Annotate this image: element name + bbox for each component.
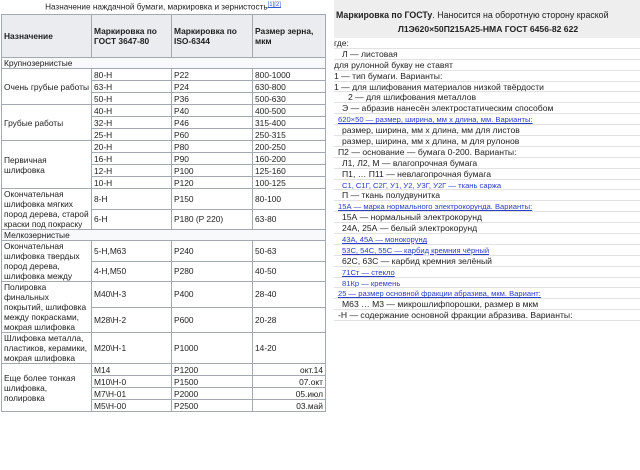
marking-line	[334, 158, 640, 169]
grain-size-cell: 28-40	[253, 282, 326, 308]
marking-line	[334, 299, 640, 310]
grain-size-cell: 100-125	[253, 177, 326, 189]
marking-line	[334, 190, 640, 201]
grain-size-cell: 160-200	[253, 153, 326, 165]
section-row	[2, 230, 326, 241]
gost-cell: 4-Н,М50	[92, 261, 172, 282]
gost-cell: 6-Н	[92, 209, 172, 230]
marking-line	[334, 147, 640, 158]
marking-link[interactable]: 620×50 — размер, ширина, мм х длина, мм. Варианты:	[338, 115, 533, 125]
iso-cell: P1500	[172, 376, 253, 388]
table-row	[2, 141, 326, 153]
marking-line[interactable]	[334, 245, 640, 256]
gost-cell: 10-Н	[92, 177, 172, 189]
marking-line	[334, 136, 640, 147]
iso-cell: P1200	[172, 364, 253, 376]
marking-text: 24А, 25А — белый электрокорунд	[342, 223, 478, 234]
marking-text: Л1, Л2, М — влагопрочная бумага	[342, 157, 478, 168]
marking-line	[334, 38, 640, 49]
grain-size-cell: 14-20	[253, 333, 326, 364]
caption-text: Назначение наждачной бумаги, маркировка и зернистость	[45, 2, 268, 12]
header-iso[interactable]: Маркировка по ISO-6344	[172, 15, 253, 58]
header-purpose[interactable]: Назначение	[2, 15, 92, 58]
grain-size-cell: 40-50	[253, 261, 326, 282]
marking-line	[334, 60, 640, 71]
gost-cell: М28\Н-2	[92, 307, 172, 333]
marking-line[interactable]	[334, 180, 640, 191]
table-row	[2, 241, 326, 262]
table-row	[2, 282, 326, 308]
marking-link[interactable]: 15А — марка нормального электрокорунда. Варианты:	[338, 202, 533, 212]
table-row	[2, 333, 326, 364]
gost-cell: 80-Н	[92, 69, 172, 81]
marking-line	[334, 256, 640, 267]
marking-text: где:	[334, 38, 349, 48]
gost-cell: 32-Н	[92, 117, 172, 129]
purpose-cell: Очень грубые работы	[2, 69, 92, 105]
purpose-cell: Окончательная шлифовка твердых пород дерева, шлифовка между	[2, 241, 92, 282]
marking-text: 2 — для шлифования металлов	[348, 92, 477, 103]
marking-text: 62С, 63С — карбид кремния зелёный	[342, 255, 492, 266]
gost-cell: М14	[92, 364, 172, 376]
grain-size-cell: 125-160	[253, 165, 326, 177]
purpose-cell: Шлифовка металла, пластиков, керамики, мокрая шлифовка	[2, 333, 92, 364]
grain-size-cell: 03.май	[253, 400, 326, 412]
caption-refs[interactable]: [1][2]	[267, 2, 281, 8]
grain-size-cell: 07.окт	[253, 376, 326, 388]
marking-line[interactable]	[334, 288, 640, 299]
purpose-cell: Еще более тонкая шлифовка, полировка	[2, 364, 92, 412]
marking-title: Маркировка по ГОСТу	[336, 10, 433, 20]
marking-text: Л — листовая	[342, 48, 398, 59]
marking-text: 1 — тип бумаги. Варианты:	[334, 70, 443, 81]
grain-size-cell: 315-400	[253, 117, 326, 129]
grain-size-cell: 50-63	[253, 241, 326, 262]
marking-subtitle: . Наносится на оборотную сторону краской	[432, 10, 609, 20]
marking-lines	[334, 38, 640, 321]
section-row	[2, 58, 326, 69]
header-gost[interactable]: Маркировка по ГОСТ 3647-80	[92, 15, 172, 58]
marking-text: размер, ширина, мм х длина, м для рулонов	[342, 136, 520, 147]
iso-cell: P1000	[172, 333, 253, 364]
marking-line	[334, 169, 640, 180]
iso-cell: P40	[172, 105, 253, 117]
gost-cell: М10\Н-0	[92, 376, 172, 388]
marking-code: Л1Э620×50П215А25-НМА ГОСТ 6456-82 622	[397, 24, 579, 34]
marking-text: П1, … П11 — невлагопрочная бумага	[342, 168, 492, 179]
purpose-cell: Полировка финальных покрытий, шлифовка между покрасками, мокрая шлифовка	[2, 282, 92, 333]
marking-text: 15А — нормальный электрокорунд	[342, 212, 482, 223]
marking-link[interactable]: С1, С1Г, С2Г, У1, У2, У3Г, У2Г — ткань саржа	[342, 180, 502, 190]
marking-link[interactable]: 81Кр — кремень	[342, 278, 401, 288]
table-row	[2, 105, 326, 117]
grain-size-cell: 400-500	[253, 105, 326, 117]
iso-cell: P280	[172, 261, 253, 282]
gost-cell: 40-Н	[92, 105, 172, 117]
marking-line	[334, 103, 640, 114]
iso-cell: P2000	[172, 388, 253, 400]
iso-cell: P150	[172, 189, 253, 210]
gost-cell: 20-Н	[92, 141, 172, 153]
iso-cell: P80	[172, 141, 253, 153]
marking-panel	[334, 0, 640, 470]
iso-cell: P600	[172, 307, 253, 333]
marking-text: М63 … М3 — микрошлифпорошки, размер в мкм	[342, 299, 539, 310]
marking-link[interactable]: 53С, 54С, 55С — карбид кремния чёрный	[342, 245, 490, 255]
iso-cell: P22	[172, 69, 253, 81]
marking-line	[334, 223, 640, 234]
iso-cell: P120	[172, 177, 253, 189]
grain-size-cell: 63-80	[253, 209, 326, 230]
table-caption	[0, 0, 326, 14]
iso-cell: P100	[172, 165, 253, 177]
table-row	[2, 189, 326, 210]
purpose-cell: Грубые работы	[2, 105, 92, 141]
marking-line	[334, 310, 640, 321]
table-row	[2, 364, 326, 376]
grain-size-cell: 800-1000	[253, 69, 326, 81]
marking-link[interactable]: 25 — размер основной фракции абразива, мкм. Вариант:	[338, 289, 541, 299]
gost-cell: М7\Н-01	[92, 388, 172, 400]
gost-cell: 12-Н	[92, 165, 172, 177]
grain-size-cell: 630-800	[253, 81, 326, 93]
iso-cell: P2500	[172, 400, 253, 412]
grain-size-cell: 20-28	[253, 307, 326, 333]
marking-line	[334, 125, 640, 136]
grain-size-cell: 250-315	[253, 129, 326, 141]
gost-cell: М5\Н-00	[92, 400, 172, 412]
marking-text: 1 — для шлифования материалов низкой твёрдости	[334, 81, 544, 92]
grain-size-cell: 05.июл	[253, 388, 326, 400]
iso-cell: P90	[172, 153, 253, 165]
marking-line	[334, 92, 640, 103]
grit-table	[1, 14, 326, 412]
marking-text: П2 — основание — бумага 0-200. Варианты:	[338, 146, 517, 157]
marking-line	[334, 49, 640, 60]
marking-line[interactable]	[334, 267, 640, 278]
gost-cell: 8-Н	[92, 189, 172, 210]
table-row	[2, 69, 326, 81]
marking-link[interactable]: 43А, 45А — монокорунд	[342, 235, 428, 245]
marking-line[interactable]	[334, 114, 640, 125]
iso-cell: P24	[172, 81, 253, 93]
gost-cell: 50-Н	[92, 93, 172, 105]
gost-cell: 5-Н,М63	[92, 241, 172, 262]
grain-size-cell: окт.14	[253, 364, 326, 376]
grain-size-cell: 500-630	[253, 93, 326, 105]
iso-cell: P46	[172, 117, 253, 129]
gost-cell: 63-Н	[92, 81, 172, 93]
header-grain-size[interactable]: Размер зерна, мкм	[253, 15, 326, 58]
gost-cell: 25-Н	[92, 129, 172, 141]
iso-cell: P36	[172, 93, 253, 105]
iso-cell: P400	[172, 282, 253, 308]
marking-header	[334, 0, 640, 38]
iso-cell: P240	[172, 241, 253, 262]
marking-line	[334, 71, 640, 82]
iso-cell: P180 (P 220)	[172, 209, 253, 230]
marking-line[interactable]	[334, 234, 640, 245]
purpose-cell: Окончательная шлифовка мягких пород дерева, старой краски под покраску	[2, 189, 92, 230]
marking-text: -Н — содержание основной фракции абразива. Варианты:	[338, 310, 573, 321]
marking-line[interactable]	[334, 201, 640, 212]
grain-size-cell: 200-250	[253, 141, 326, 153]
gost-cell: М20\Н-1	[92, 333, 172, 364]
grain-size-cell: 80-100	[253, 189, 326, 210]
marking-line	[334, 212, 640, 223]
iso-cell: P60	[172, 129, 253, 141]
marking-text: Э — абразив нанесён электростатическим способом	[342, 103, 554, 114]
section-title: Крупнозернистые	[2, 58, 326, 69]
marking-link[interactable]: 71Ст — стекло	[342, 267, 395, 277]
marking-text: для рулонной букву не ставят	[334, 59, 453, 70]
marking-line[interactable]	[334, 278, 640, 289]
section-title: Мелкозернистые	[2, 230, 326, 241]
gost-cell: 16-Н	[92, 153, 172, 165]
marking-text: П — ткань полудвунитка	[342, 190, 440, 201]
marking-text: размер, ширина, мм х длина, мм для листов	[342, 125, 520, 136]
purpose-cell: Первичная шлифовка	[2, 141, 92, 189]
marking-line	[334, 82, 640, 93]
gost-cell: М40\Н-3	[92, 282, 172, 308]
